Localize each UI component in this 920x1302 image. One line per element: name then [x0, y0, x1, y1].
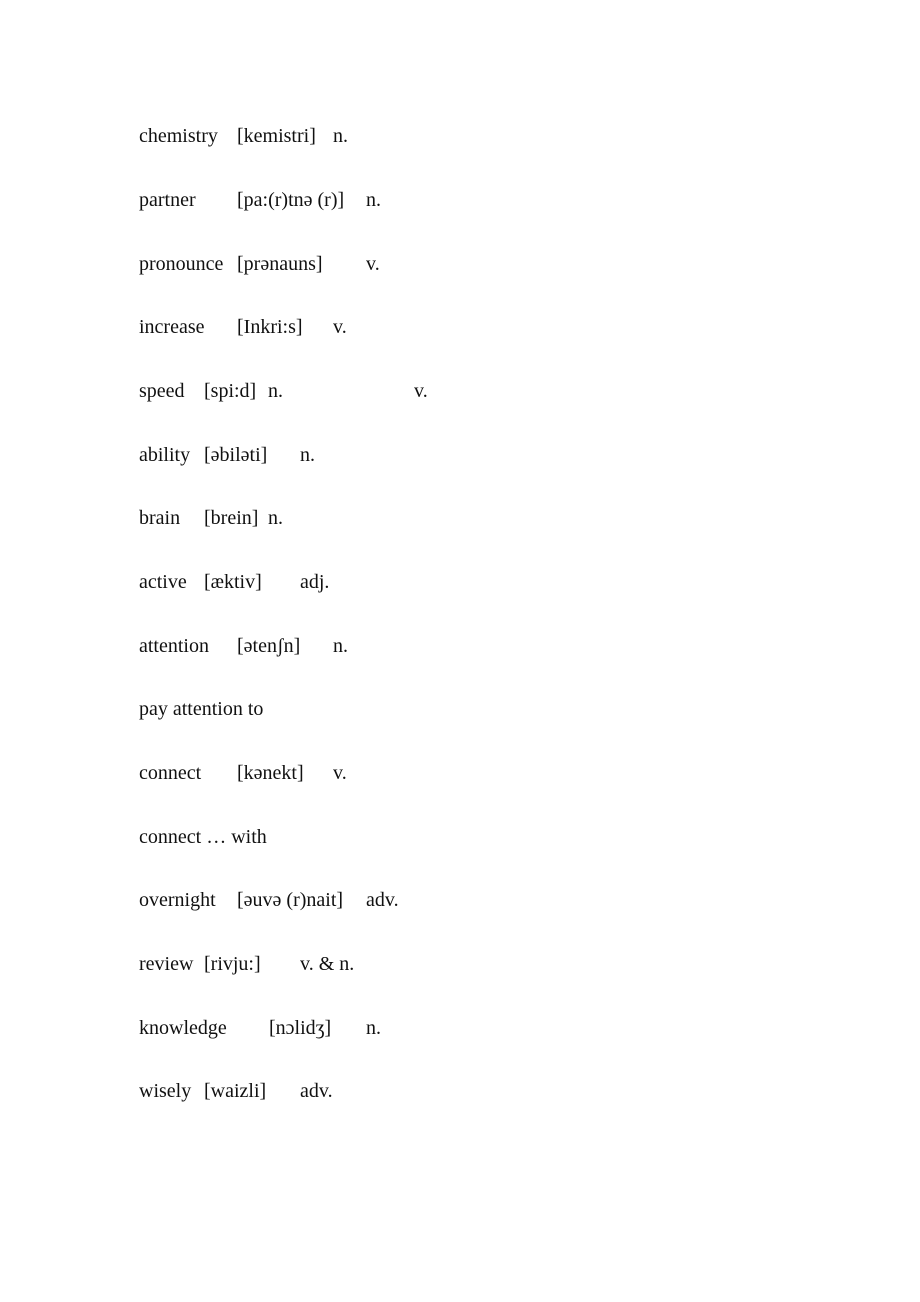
vocab-entry-speed [0, 377, 920, 405]
vocab-phrase: connect … with [139, 826, 267, 848]
vocab-phonetic: [Inkri:s] [237, 316, 303, 338]
vocab-entry-overnight [0, 886, 920, 914]
vocab-entry-attention [0, 632, 920, 660]
vocab-part-of-speech: adj. [300, 571, 330, 593]
vocab-word: brain [139, 507, 181, 529]
vocab-part-of-speech: v. & n. [300, 953, 355, 975]
vocab-part-of-speech: n. [268, 507, 283, 529]
vocab-phrase: pay attention to [139, 698, 264, 720]
vocab-entry-partner [0, 186, 920, 214]
vocab-phonetic: [prənauns] [237, 253, 323, 275]
vocab-part-of-speech: n. [366, 189, 381, 211]
vocab-part-of-speech: n. [333, 125, 348, 147]
vocab-entry-active [0, 568, 920, 596]
vocab-part-of-speech: n. [268, 380, 283, 402]
vocab-part-of-speech: adv. [366, 889, 399, 911]
vocab-word: wisely [139, 1080, 192, 1102]
vocab-entry-knowledge [0, 1014, 920, 1042]
vocab-word: attention [139, 635, 209, 657]
vocab-word: active [139, 571, 187, 593]
vocab-phonetic: [pa:(r)tnə (r)] [237, 189, 345, 211]
vocab-word: pronounce [139, 253, 224, 275]
vocab-word: overnight [139, 889, 216, 911]
vocab-word: chemistry [139, 125, 218, 147]
vocab-word: speed [139, 380, 185, 402]
vocab-entry-ability [0, 441, 920, 469]
vocab-phonetic: [kənekt] [237, 762, 304, 784]
vocab-word: increase [139, 316, 205, 338]
vocab-entry-pronounce [0, 250, 920, 278]
vocab-word: partner [139, 189, 196, 211]
vocab-part-of-speech: v. [366, 253, 380, 275]
vocab-extra-part-of-speech: v. [414, 380, 428, 402]
vocab-entry-review [0, 950, 920, 978]
vocab-part-of-speech: v. [333, 316, 347, 338]
vocab-entry-chemistry [0, 122, 920, 150]
vocab-phonetic: [ətenʃn] [237, 635, 301, 657]
vocab-word: ability [139, 444, 191, 466]
vocab-part-of-speech: v. [333, 762, 347, 784]
vocab-phonetic: [nɔlidʒ] [269, 1017, 332, 1039]
vocab-part-of-speech: n. [300, 444, 315, 466]
vocab-phonetic: [æktiv] [204, 571, 262, 593]
vocab-part-of-speech: adv. [300, 1080, 333, 1102]
vocab-part-of-speech: n. [366, 1017, 381, 1039]
vocab-entry-connect [0, 759, 920, 787]
vocab-phonetic: [brein] [204, 507, 259, 529]
vocab-phonetic: [waizli] [204, 1080, 267, 1102]
vocab-part-of-speech: n. [333, 635, 348, 657]
vocab-phonetic: [kemistri] [237, 125, 316, 147]
vocab-word: knowledge [139, 1017, 227, 1039]
vocab-phonetic: [spi:d] [204, 380, 257, 402]
vocab-entry-increase [0, 313, 920, 341]
vocab-entry-connect-with [0, 823, 920, 851]
vocab-entry-wisely [0, 1077, 920, 1105]
vocab-phonetic: [rivju:] [204, 953, 261, 975]
vocab-entry-brain [0, 504, 920, 532]
vocab-word: connect [139, 762, 202, 784]
vocab-entry-pay-attention-to [0, 695, 920, 723]
vocab-phonetic: [əuvə (r)nait] [237, 889, 344, 911]
vocab-word: review [139, 953, 194, 975]
vocab-phonetic: [əbiləti] [204, 444, 268, 466]
